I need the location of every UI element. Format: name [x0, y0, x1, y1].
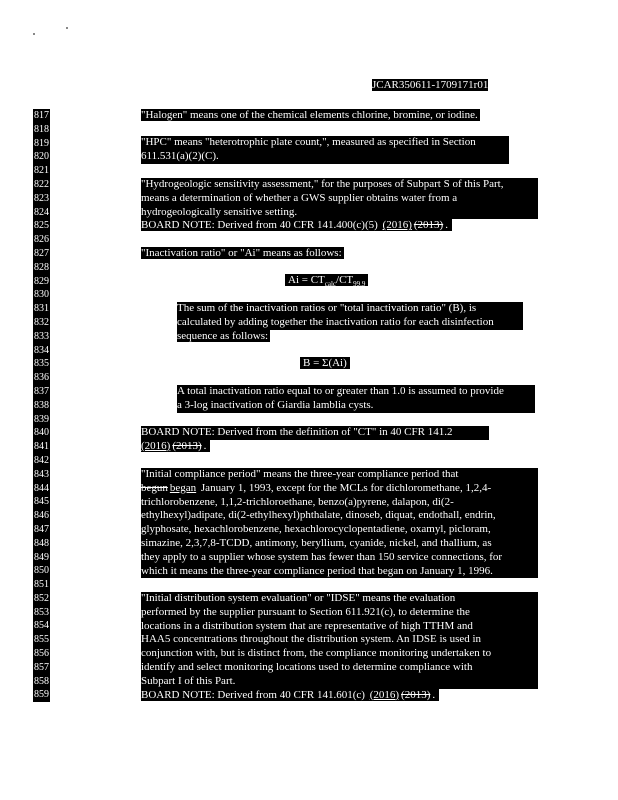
board-note: BOARD NOTE: Derived from 40 CFR 141.601(c) (2016) (2013) . — [141, 689, 439, 701]
definition-inactivation-ratio — [141, 247, 344, 261]
line-number-gutter — [33, 109, 50, 702]
line-number: 833 — [34, 330, 49, 342]
sum-paragraph — [177, 302, 523, 343]
total-paragraph — [177, 385, 535, 413]
line-number: 820 — [34, 151, 49, 163]
icp-line: ethylhexyl)adipate, di(2-ethylhexyl)phthalate, dinoseb, diquat, endothall, endrin, — [141, 509, 496, 522]
ai-line: "Inactivation ratio" or "Ai" means as follows: — [141, 247, 342, 259]
line-number: 836 — [34, 372, 49, 384]
deleted-text: (2013) — [172, 439, 202, 452]
icp-line: simazine, 2,3,7,8-TCDD, antimony, beryllium, cyanide, nickel, and thallium, as — [141, 536, 492, 549]
definition-hydrogeologic — [141, 178, 538, 233]
idse-line: HAA5 concentrations throughout the distribution system. An IDSE is used in — [141, 633, 482, 646]
hydro-line: hydrogeologically sensitive setting. — [141, 205, 298, 218]
ai-line: A total inactivation ratio equal to or greater than 1.0 is assumed to provide — [177, 385, 504, 397]
hpc-line: "HPC" means "heterotrophic plate count,", measured as specified in Section — [141, 136, 476, 148]
icp-line: glyphosate, hexachlorobenzene, hexachlorocyclopentadiene, oxamyl, picloram, — [141, 523, 491, 536]
line-number: 829 — [34, 275, 49, 287]
ai-board-note: BOARD NOTE: Derived from the definition of "CT" in 40 CFR 141.2 (2016) (2013) . — [141, 426, 489, 454]
line-number: 855 — [34, 634, 49, 646]
line-number: 831 — [34, 303, 49, 315]
line-number: 824 — [34, 206, 49, 218]
definition-idse — [141, 592, 538, 702]
definition-hpc — [141, 136, 509, 164]
idse-line: Subpart I of this Part. — [141, 674, 236, 687]
line-number: 821 — [34, 165, 49, 177]
ai-line: The sum of the inactivation ratios or "total inactivation ratio" (B), is — [177, 302, 477, 314]
line-number: 844 — [34, 482, 49, 494]
line-number: 832 — [34, 316, 49, 328]
hydro-line: means a determination of whether a GWS supplier obtains water from a — [141, 191, 458, 204]
document-id — [372, 79, 488, 91]
definition-halogen — [141, 109, 480, 123]
line-number: 849 — [34, 551, 49, 563]
idse-line: locations in a distribution system that are representative of high TTHM and — [141, 619, 473, 632]
b-formula: B = Σ(Ai) — [300, 357, 350, 371]
line-number: 834 — [34, 344, 49, 356]
board-note: BOARD NOTE: Derived from 40 CFR 141.400(c)(5) (2016) (2013) . — [141, 219, 452, 231]
line-number: 846 — [34, 510, 49, 522]
deleted-text: begun — [141, 481, 168, 494]
icp-line: they apply to a supplier whose system has fewer than 150 service connections, for — [141, 550, 503, 563]
line-number: 857 — [34, 661, 49, 673]
line-number: 818 — [34, 123, 49, 135]
inserted-text: (2016) — [369, 688, 400, 701]
line-number: 853 — [34, 606, 49, 618]
line-number: 826 — [34, 234, 49, 246]
line-number: 838 — [34, 399, 49, 411]
line-number: 858 — [34, 675, 49, 687]
ai-line: sequence as follows: — [177, 329, 269, 342]
icp-line: "Initial compliance period" means the three-year compliance period that — [141, 468, 459, 480]
inserted-text: (2016) — [382, 219, 412, 232]
hpc-line: 611.531(a)(2)(C). — [141, 149, 219, 162]
deleted-text: (2013) — [401, 688, 431, 701]
line-number: 835 — [34, 358, 49, 370]
line-number: 843 — [34, 468, 49, 480]
ai-line: calculated by adding together the inactivation ratio for each disinfection — [177, 315, 494, 328]
scan-speck — [33, 33, 35, 35]
inserted-text: (2016) — [141, 439, 171, 452]
ai-line: a 3-log inactivation of Giardia lamblia cysts. — [177, 398, 374, 411]
line-number: 840 — [34, 427, 49, 439]
definition-initial-compliance-period — [141, 468, 538, 578]
board-note: BOARD NOTE: Derived from the definition of "CT" in 40 CFR 141.2 — [141, 426, 453, 438]
deleted-text: (2013) — [413, 219, 444, 232]
inserted-text: began — [169, 481, 197, 494]
line-number: 825 — [34, 220, 49, 232]
line-number: 817 — [34, 110, 49, 121]
line-number: 830 — [34, 289, 49, 301]
hydro-line: "Hydrogeologic sensitivity assessment," for the purposes of Subpart S of this Part, — [141, 178, 504, 190]
scan-speck — [66, 27, 68, 29]
line-number: 856 — [34, 648, 49, 660]
icp-line: trichlorobenzene, 1,1,2-trichloroethane, benzo(a)pyrene, dalapon, di(2- — [141, 495, 454, 508]
line-number: 850 — [34, 565, 49, 577]
idse-line: "Initial distribution system evaluation" or "IDSE" means the evaluation — [141, 592, 456, 604]
idse-line: conjunction with, but is distinct from, the compliance monitoring undertaken to — [141, 647, 492, 660]
line-number: 828 — [34, 261, 49, 273]
idse-line: identify and select monitoring locations used to determine compliance with — [141, 660, 473, 673]
line-number: 827 — [34, 247, 49, 259]
line-number: 859 — [34, 689, 49, 701]
ai-formula: $Ai = CT_{calc}/CT_{99.9}$ — [285, 274, 368, 288]
document-id-text: JCAR350611-1709171r01 — [372, 79, 489, 91]
line-number: 823 — [34, 192, 49, 204]
line-number: 851 — [34, 579, 49, 591]
line-number: 839 — [34, 413, 49, 425]
line-number: 852 — [34, 592, 49, 604]
line-number: 848 — [34, 537, 49, 549]
icp-line: begun began January 1, 1993, except for the MCLs for dichloromethane, 1,2,4- — [141, 481, 492, 494]
line-number: 845 — [34, 496, 49, 508]
line-number: 819 — [34, 137, 49, 149]
idse-line: performed by the supplier pursuant to Section 611.921(c), to determine the — [141, 605, 470, 618]
line-number: 841 — [34, 441, 49, 453]
icp-line: which it means the three-year compliance period that began on January 1, 1996. — [141, 564, 493, 577]
line-number: 854 — [34, 620, 49, 632]
halogen-line: "Halogen" means one of the chemical elements chlorine, bromine, or iodine. — [141, 109, 478, 121]
line-number: 842 — [34, 454, 49, 466]
line-number: 822 — [34, 178, 49, 190]
line-number: 837 — [34, 385, 49, 397]
line-number: 847 — [34, 523, 49, 535]
